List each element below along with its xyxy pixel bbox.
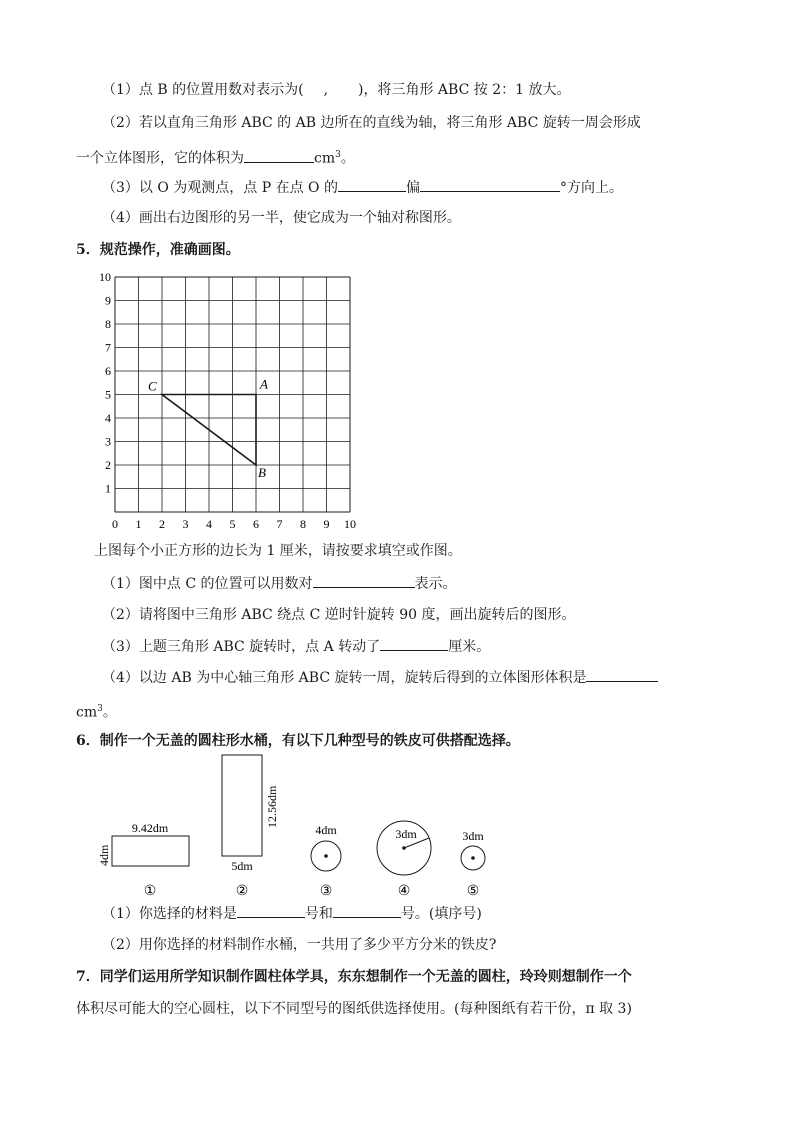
material-1-height-label: 4dm [97, 844, 111, 866]
material-3-label: 4dm [315, 823, 337, 837]
y-tick-label: 7 [105, 340, 111, 355]
q5-part3-text: （3）上题三角形 ABC 旋转时，点 A 转动了 [102, 639, 381, 655]
q6-part1-text: （1）你选择的材料是 [102, 906, 237, 922]
materials-svg [90, 750, 500, 900]
x-tick-label: 2 [159, 517, 165, 531]
q6-part2: （2）用你选择的材料制作水桶，一共用了多少平方分米的铁皮? [102, 937, 497, 953]
material-2-number: ② [235, 883, 249, 899]
q4-part1-text: （1）点 B 的位置用数对表示为( [102, 82, 304, 98]
q4-part4: （4）画出右边图形的另一半，使它成为一个轴对称图形。 [102, 210, 461, 226]
y-tick-label: 1 [105, 481, 111, 496]
material-3-number: ③ [319, 883, 333, 899]
material-1-width-label: 9.42dm [131, 821, 169, 835]
material-2-height-label: 12.56dm [265, 785, 279, 828]
material-5-center [471, 856, 475, 860]
q4-part2-line1: （2）若以直角三角形 ABC 的 AB 边所在的直线为轴，将三角形 ABC 旋转一周会形成 [102, 115, 641, 131]
x-tick-label: 1 [135, 517, 142, 531]
x-tick-label: 8 [300, 517, 306, 531]
q5-part3-text-end: 厘米。 [448, 639, 491, 655]
material-5-number: ⑤ [466, 883, 480, 899]
q4-part3-text: （3）以 O 为观测点，点 P 在点 O 的 [102, 180, 338, 196]
grid-svg [80, 262, 380, 532]
material-4-number: ④ [397, 883, 411, 899]
q4-part1 [102, 80, 570, 100]
material-3-center [324, 854, 328, 858]
y-tick-label: 4 [105, 411, 111, 425]
q4-part1-text-end: )，将三角形 ABC 按 2：1 放大。 [358, 82, 571, 98]
q6-heading: 6．制作一个无盖的圆柱形水桶，有以下几种型号的铁皮可供搭配选择。 [76, 733, 520, 749]
q5-part1-text-end: 表示。 [414, 576, 457, 592]
q6-part1-text-mid: 号和 [304, 906, 333, 922]
period: 。 [102, 704, 117, 721]
q5-part1-text: （1）图中点 C 的位置可以用数对 [102, 576, 313, 592]
y-tick-label: 2 [105, 458, 111, 472]
x-tick-label: 0 [112, 517, 118, 531]
q7-line1: 7．同学们运用所学知识制作圆柱体学具，东东想制作一个无盖的圆柱，玲玲则想制作一个 [76, 969, 632, 985]
answer-blank[interactable] [380, 636, 448, 651]
q4-part2-line2 [76, 145, 355, 169]
q5-heading: 5．规范操作，准确画图。 [76, 242, 240, 258]
answer-blank[interactable] [338, 177, 406, 192]
q5-part4 [102, 667, 658, 688]
x-tick-label: 10 [344, 517, 356, 531]
y-tick-label: 10 [99, 270, 111, 284]
unit-superscript: 3 [97, 704, 103, 714]
y-tick-label: 9 [105, 293, 111, 308]
material-2-rect [222, 755, 262, 856]
point-label-c: C [148, 378, 157, 394]
y-tick-label: 5 [105, 387, 111, 402]
q5-part1 [102, 573, 457, 594]
x-tick-label: 6 [253, 517, 259, 531]
x-tick-label: 3 [182, 517, 189, 531]
q4-part3-text-mid: 偏 [405, 180, 420, 196]
unit-text: cm [314, 150, 336, 167]
q4-part3 [102, 177, 623, 198]
x-tick-label: 9 [323, 517, 330, 531]
material-1-number: ① [143, 883, 157, 899]
q6-part1-text-end: 号。(填序号) [400, 906, 482, 922]
answer-blank[interactable] [586, 667, 658, 682]
answer-blank[interactable] [420, 177, 560, 192]
coordinate-grid [80, 262, 380, 536]
x-tick-label: 5 [229, 517, 236, 531]
q5-part3 [102, 636, 490, 657]
y-tick-label: 3 [105, 434, 111, 449]
period: 。 [340, 150, 355, 167]
q6-part1 [102, 903, 482, 924]
material-4-label: 3dm [395, 827, 417, 841]
unit-superscript: 3 [335, 150, 341, 160]
material-1-rect [112, 836, 189, 866]
q5-part4-unit [76, 699, 117, 723]
q5-part2: （2）请将图中三角形 ABC 绕点 C 逆时针旋转 90 度，画出旋转后的图形。 [102, 607, 576, 623]
q5-part4-text: （4）以边 AB 为中心轴三角形 ABC 旋转一周，旋转后得到的立体图形体积是 [102, 670, 587, 686]
answer-blank[interactable] [333, 903, 401, 918]
y-tick-label: 6 [105, 364, 111, 378]
answer-blank[interactable] [313, 573, 415, 588]
materials-figure [90, 750, 500, 904]
q5-intro: 上图每个小正方形的边长为 1 厘米，请按要求填空或作图。 [94, 543, 462, 559]
x-tick-label: 7 [276, 517, 283, 531]
q7-line2: 体积尽可能大的空心圆柱，以下不同型号的图纸供选择使用。(每种图纸有若干份，π 取 3) [76, 1001, 632, 1017]
unit-text: cm [76, 704, 98, 721]
answer-blank[interactable] [237, 903, 305, 918]
answer-blank[interactable] [244, 148, 314, 163]
x-tick-label: 4 [206, 517, 212, 531]
material-5-label: 3dm [462, 829, 484, 843]
q4-part3-text-end: °方向上。 [559, 180, 623, 196]
q4-part2-text: 一个立体图形，它的体积为 [76, 150, 244, 167]
y-tick-label: 8 [105, 317, 111, 331]
point-label-a: A [260, 376, 268, 392]
material-2-width-label: 5dm [231, 859, 253, 873]
point-label-b: B [258, 465, 266, 480]
q4-part1-comma: , [323, 82, 329, 98]
